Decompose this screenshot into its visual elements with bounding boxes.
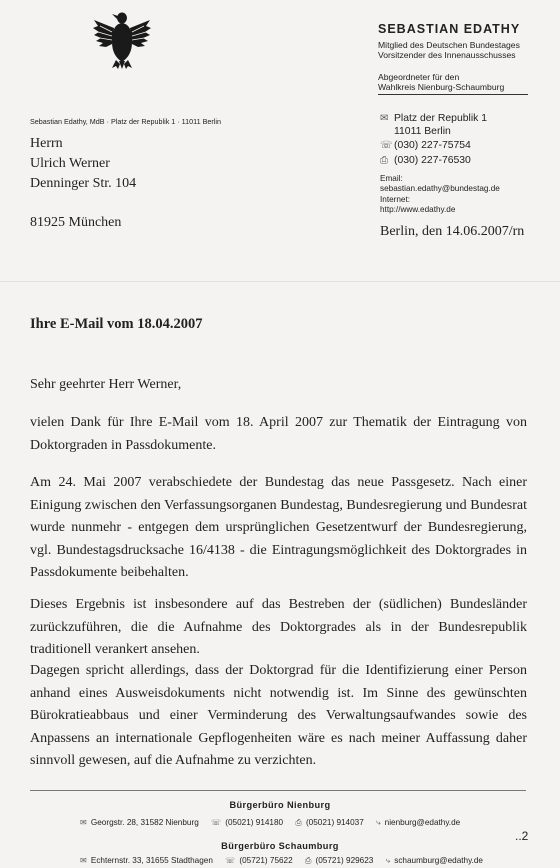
page-continuation: ..2	[515, 829, 529, 843]
contact-phone-text: (030) 227-75754	[394, 140, 471, 151]
footer-office-2-fax: (05721) 929623	[315, 856, 374, 865]
letter-date: Berlin, den 14.06.2007/rn	[380, 224, 525, 239]
contact-internet[interactable]: http://www.edathy.de	[380, 205, 456, 214]
envelope-icon: ✉	[80, 818, 87, 827]
sender-return-address: Sebastian Edathy, MdB · Platz der Republik 1 · 11011 Berlin	[30, 117, 221, 126]
recipient-salutation: Herrn	[30, 136, 63, 151]
phone-icon: ☏	[225, 856, 236, 865]
phone-icon: ☏	[211, 818, 222, 827]
footer-divider	[30, 790, 526, 791]
envelope-icon: ✉	[380, 113, 389, 124]
body-paragraph-3: Dieses Ergebnis ist insbesondere auf das Bestreben der (südlichen) Bundesländer zurückzuführen, die die Aufnahme des Doktorgrades als in der Bundesrepublik traditionell verankert ansehen.	[30, 597, 527, 658]
footer-office-1-details	[80, 817, 460, 828]
federal-eagle-icon	[92, 8, 152, 70]
body-paragraph-2: Am 24. Mai 2007 verabschiedete der Bundestag das neue Passgesetz. Nach einer Einigung zwischen den Verfassungsorganen Bundestag, Bundesregierung und Bundesrat wurde nunmehr - entgegen dem ursprünglichen Gesetzentwurf der Bundesregierung, vgl. Bundestagsdrucksache 16/4138 - die Eintragungsmöglichkeit des Doktorgrades in Passdokumente beibehalten.	[30, 475, 527, 581]
fax-icon: ⎙	[304, 856, 312, 865]
footer-office-1-fax: (05021) 914037	[305, 818, 364, 827]
email-icon: ⤷	[376, 818, 381, 827]
email-icon: ⤷	[385, 856, 391, 865]
letterhead-name: SEBASTIAN EDATHY	[378, 22, 521, 36]
footer-office-1-phone: (05021) 914180	[225, 818, 284, 827]
fax-icon: ⎙	[380, 155, 388, 166]
contact-email[interactable]: sebastian.edathy@bundestag.de	[380, 184, 500, 193]
recipient-street: Denninger Str. 104	[30, 176, 137, 191]
contact-fax	[380, 155, 471, 166]
paper-fold-line	[0, 281, 560, 282]
contact-email-label: Email:	[380, 174, 403, 183]
footer-office-1-title: Bürgerbüro Nienburg	[229, 800, 331, 810]
contact-phone	[380, 140, 471, 151]
recipient-city: 81925 München	[30, 215, 122, 230]
contact-city: 11011 Berlin	[394, 126, 451, 137]
phone-icon: ☏	[380, 140, 393, 151]
footer-office-1-address: Georgstr. 28, 31582 Nienburg	[90, 818, 199, 827]
contact-street-text: Platz der Republik 1	[394, 113, 487, 124]
footer-office-1-email[interactable]: nienburg@edathy.de	[384, 818, 461, 827]
contact-fax-text: (030) 227-76530	[394, 155, 471, 166]
letter-greeting: Sehr geehrter Herr Werner,	[30, 377, 182, 392]
footer-office-2-phone: (05721) 75622	[239, 856, 293, 865]
contact-street	[380, 113, 487, 124]
footer-office-2-address: Echternstr. 33, 31655 Stadthagen	[90, 856, 213, 865]
footer-office-2-title: Bürgerbüro Schaumburg	[221, 841, 339, 851]
fax-icon: ⎙	[295, 818, 302, 827]
envelope-icon: ✉	[80, 856, 87, 865]
recipient-name: Ulrich Werner	[30, 156, 110, 171]
letterhead-divider	[378, 94, 528, 95]
letterhead-title-4: Wahlkreis Nienburg-Schaumburg	[378, 82, 505, 92]
footer-office-2-email[interactable]: schaumburg@edathy.de	[394, 856, 483, 865]
letterhead-title-1: Mitglied des Deutschen Bundestages	[378, 40, 520, 50]
letter-subject: Ihre E-Mail vom 18.04.2007	[30, 316, 203, 332]
letterhead-title-2: Vorsitzender des Innenausschusses	[378, 50, 516, 60]
body-paragraph-4: Dagegen spricht allerdings, dass der Doktorgrad für die Identifizierung einer Person anhand eines Ausweisdokuments nicht notwendig ist. Im Sinne des gewünschten Bürokratieabbaus und einer Verminderung des Verwaltungsaufwandes sowie des Anpassens an internationale Gepflogenheiten wäre es nach meiner Auffassung daher sinnvoll gewesen, auf die Aufnahme zu verzichten.	[30, 663, 527, 769]
contact-internet-label: Internet:	[380, 195, 411, 204]
letterhead-title-3: Abgeordneter für den	[378, 72, 460, 82]
footer-office-2-details	[80, 855, 483, 866]
body-paragraph-1: vielen Dank für Ihre E-Mail vom 18. April 2007 zur Thematik der Eintragung von Doktorgraden in Passdokumente.	[30, 415, 527, 453]
